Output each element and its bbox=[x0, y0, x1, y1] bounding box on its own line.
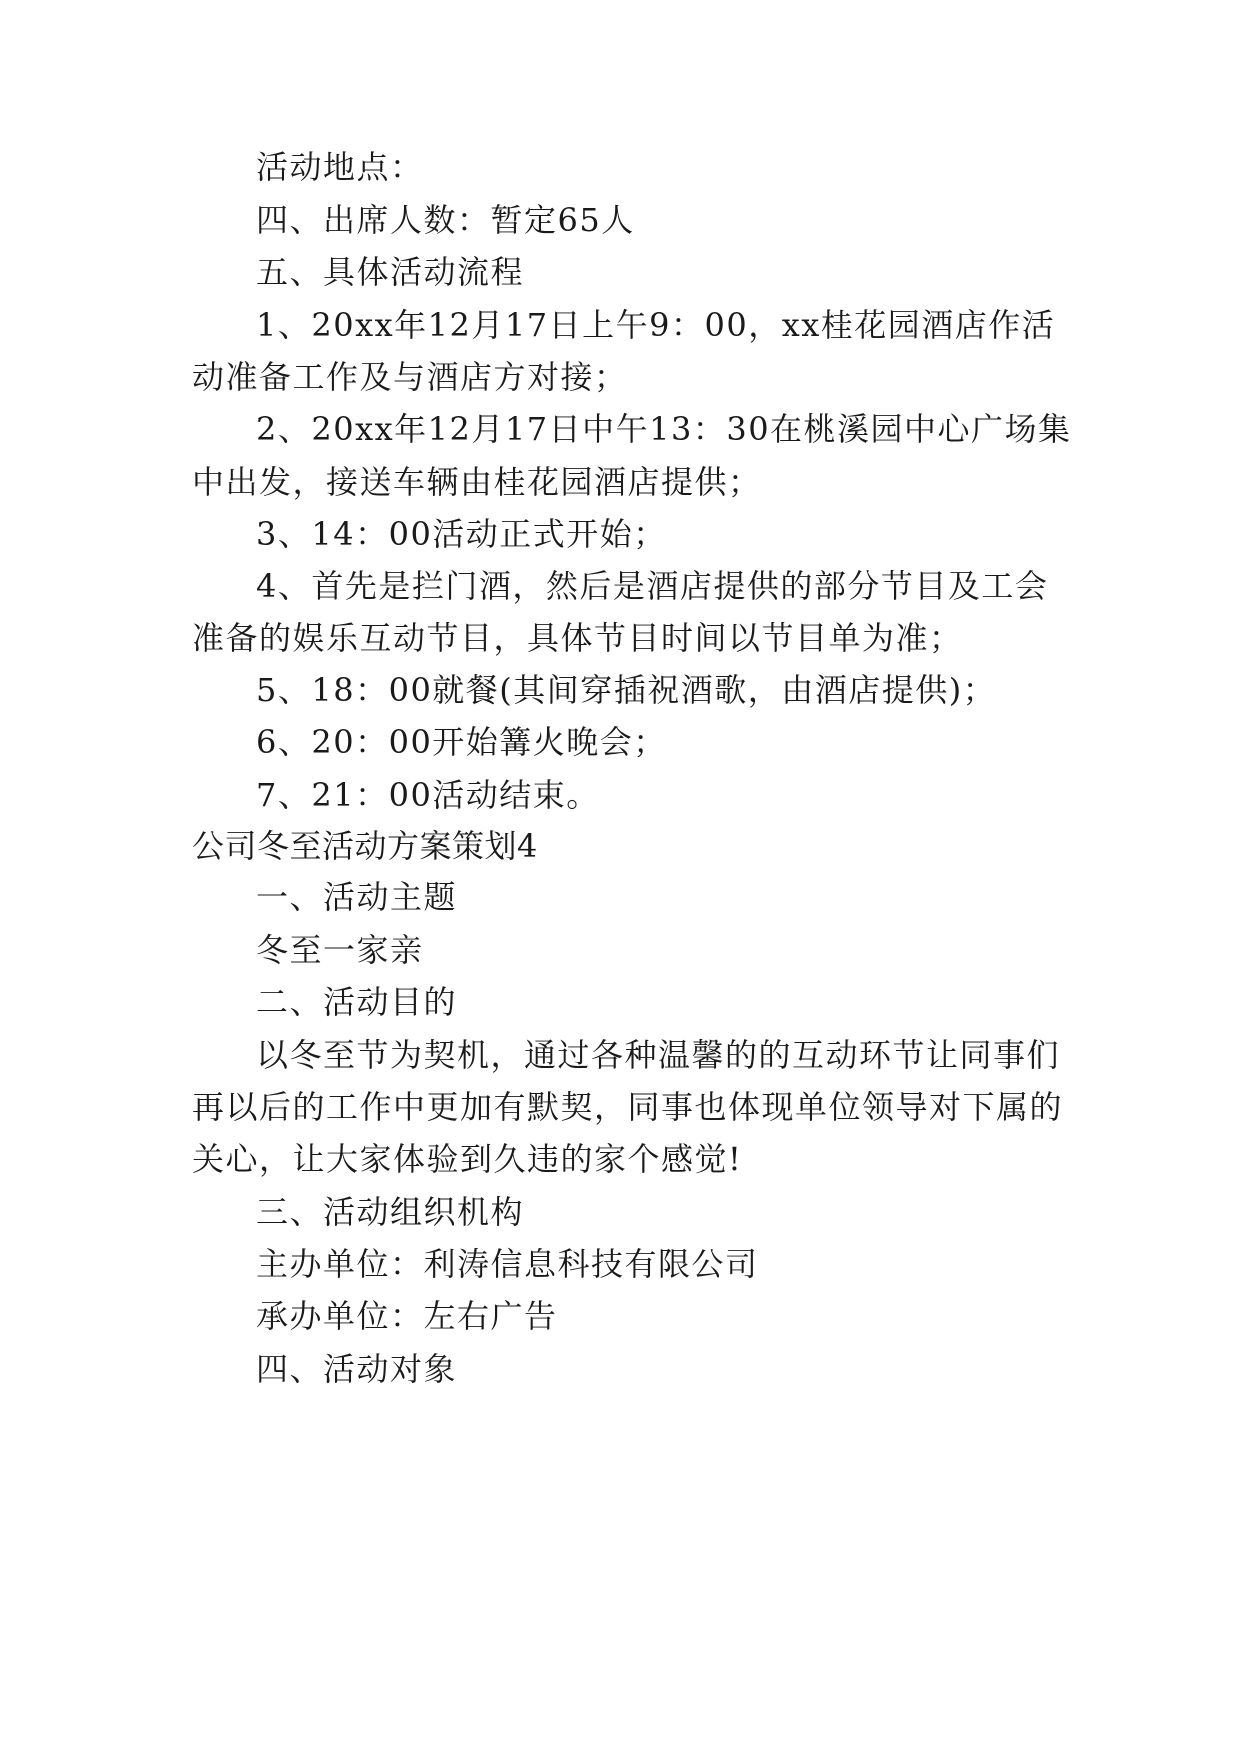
process-step-5: 5、18：00就餐(其间穿插祝酒歌，由酒店提供)； bbox=[256, 671, 997, 709]
co-organizer-line: 承办单位：左右广告 bbox=[256, 1297, 558, 1335]
host-organizer-line: 主办单位：利涛信息科技有限公司 bbox=[256, 1245, 759, 1283]
process-step-7: 7、21：00活动结束。 bbox=[256, 776, 600, 814]
process-step-2: 2、20xx年12月17日中午13：30在桃溪园中心广场集 bbox=[256, 410, 1072, 448]
process-step-1: 1、20xx年12月17日上午9：00，xx桂花园酒店作活 bbox=[256, 306, 1056, 344]
section-heading-purpose: 二、活动目的 bbox=[256, 983, 458, 1021]
section-heading-audience: 四、活动对象 bbox=[256, 1350, 458, 1388]
process-step-2-cont: 中出发，接送车辆由桂花园酒店提供； bbox=[192, 463, 762, 501]
purpose-paragraph-line-2: 再以后的工作中更加有默契，同事也体现单位领导对下属的 bbox=[192, 1088, 1064, 1126]
process-step-1-cont: 动准备工作及与酒店方对接； bbox=[192, 358, 628, 396]
theme-text: 冬至一家亲 bbox=[256, 931, 424, 969]
venue-line: 活动地点： bbox=[256, 148, 424, 186]
section-title-plan-4: 公司冬至活动方案策划4 bbox=[192, 827, 538, 865]
section-heading-theme: 一、活动主题 bbox=[256, 878, 458, 916]
process-step-3: 3、14：00活动正式开始； bbox=[256, 515, 667, 553]
section-heading-organization: 三、活动组织机构 bbox=[256, 1193, 525, 1231]
purpose-paragraph-line-3: 关心，让大家体验到久违的家个感觉! bbox=[192, 1140, 743, 1178]
process-step-4-cont: 准备的娱乐互动节目，具体节目时间以节目单为准； bbox=[192, 619, 963, 657]
attendance-line: 四、出席人数：暂定65人 bbox=[256, 201, 635, 239]
process-step-6: 6、20：00开始篝火晚会； bbox=[256, 723, 667, 761]
process-step-4: 4、首先是拦门酒，然后是酒店提供的部分节目及工会 bbox=[256, 567, 1049, 605]
section-heading-process: 五、具体活动流程 bbox=[256, 253, 525, 291]
purpose-paragraph-line-1: 以冬至节为契机，通过各种温馨的的互动环节让同事们 bbox=[256, 1036, 1061, 1074]
